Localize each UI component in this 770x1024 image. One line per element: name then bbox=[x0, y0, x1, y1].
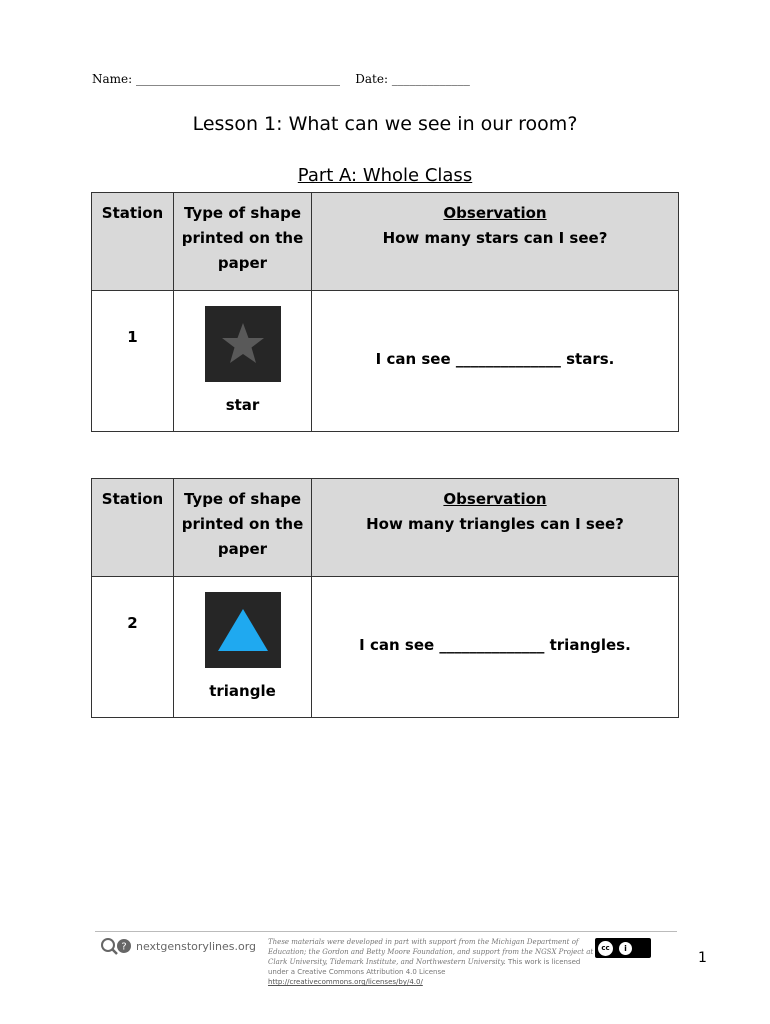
table-row bbox=[92, 291, 679, 432]
license-text: This work is licensed under a Creative Commons Attribution 4.0 License bbox=[268, 958, 581, 976]
observation-answer[interactable]: I can see ______________ stars. bbox=[375, 350, 615, 368]
station-number-cell bbox=[92, 577, 174, 718]
table-header-row bbox=[92, 193, 679, 291]
lesson-title: Lesson 1: What can we see in our room? bbox=[192, 113, 578, 135]
station-number-cell bbox=[92, 291, 174, 432]
table-header-row bbox=[92, 479, 679, 577]
observation-title: Observation bbox=[443, 490, 547, 508]
name-blank[interactable]: __________________________________ bbox=[136, 72, 341, 86]
license-link[interactable]: http://creativecommons.org/licenses/by/4.0/ bbox=[268, 978, 423, 986]
triangle-card bbox=[205, 592, 281, 668]
observation-cell bbox=[312, 577, 679, 718]
date-blank[interactable]: _____________ bbox=[391, 72, 470, 86]
shape-name: star bbox=[225, 396, 260, 414]
svg-text:?: ? bbox=[121, 941, 127, 953]
station-number: 1 bbox=[127, 328, 138, 346]
observation-question: How many stars can I see? bbox=[382, 229, 608, 247]
station-table-1 bbox=[91, 192, 679, 432]
nextgen-logo bbox=[100, 937, 256, 955]
station-header: Station bbox=[92, 479, 174, 577]
observation-question: How many triangles can I see? bbox=[366, 515, 624, 533]
star-icon bbox=[220, 321, 266, 367]
table-row bbox=[92, 577, 679, 718]
part-a-subtitle: Part A: Whole Class bbox=[297, 165, 473, 186]
cc-by-badge bbox=[595, 938, 651, 958]
shape-type-header: Type of shape printed on the paper bbox=[174, 479, 312, 577]
funding-notice bbox=[268, 937, 598, 987]
cc-icon: cc bbox=[598, 941, 613, 956]
station-header: Station bbox=[92, 193, 174, 291]
observation-answer[interactable]: I can see ______________ triangles. bbox=[359, 636, 631, 654]
triangle-icon bbox=[216, 606, 270, 654]
shape-cell bbox=[174, 291, 312, 432]
star-card bbox=[205, 306, 281, 382]
footer-divider bbox=[95, 931, 677, 932]
shape-name: triangle bbox=[209, 682, 276, 700]
magnifier-logo-icon bbox=[100, 937, 132, 955]
logo-text: nextgenstorylines.org bbox=[136, 939, 257, 953]
funding-text: These materials were developed in part with support from the Michigan Department of Education; the Gordon and Betty Moore Foundation, and support from the NGSX Project at Clark University, Tidemark Institute, and Northwestern University. bbox=[268, 938, 594, 966]
name-date-header bbox=[92, 72, 470, 86]
date-label: Date: bbox=[355, 72, 389, 86]
observation-header bbox=[312, 479, 679, 577]
station-table-2 bbox=[91, 478, 679, 718]
observation-cell bbox=[312, 291, 679, 432]
station-number: 2 bbox=[127, 614, 138, 632]
name-label: Name: bbox=[92, 72, 133, 86]
attribution-icon: i bbox=[619, 942, 632, 955]
page-number: 1 bbox=[698, 950, 707, 966]
observation-header bbox=[312, 193, 679, 291]
observation-title: Observation bbox=[443, 204, 547, 222]
shape-type-header: Type of shape printed on the paper bbox=[174, 193, 312, 291]
shape-cell bbox=[174, 577, 312, 718]
